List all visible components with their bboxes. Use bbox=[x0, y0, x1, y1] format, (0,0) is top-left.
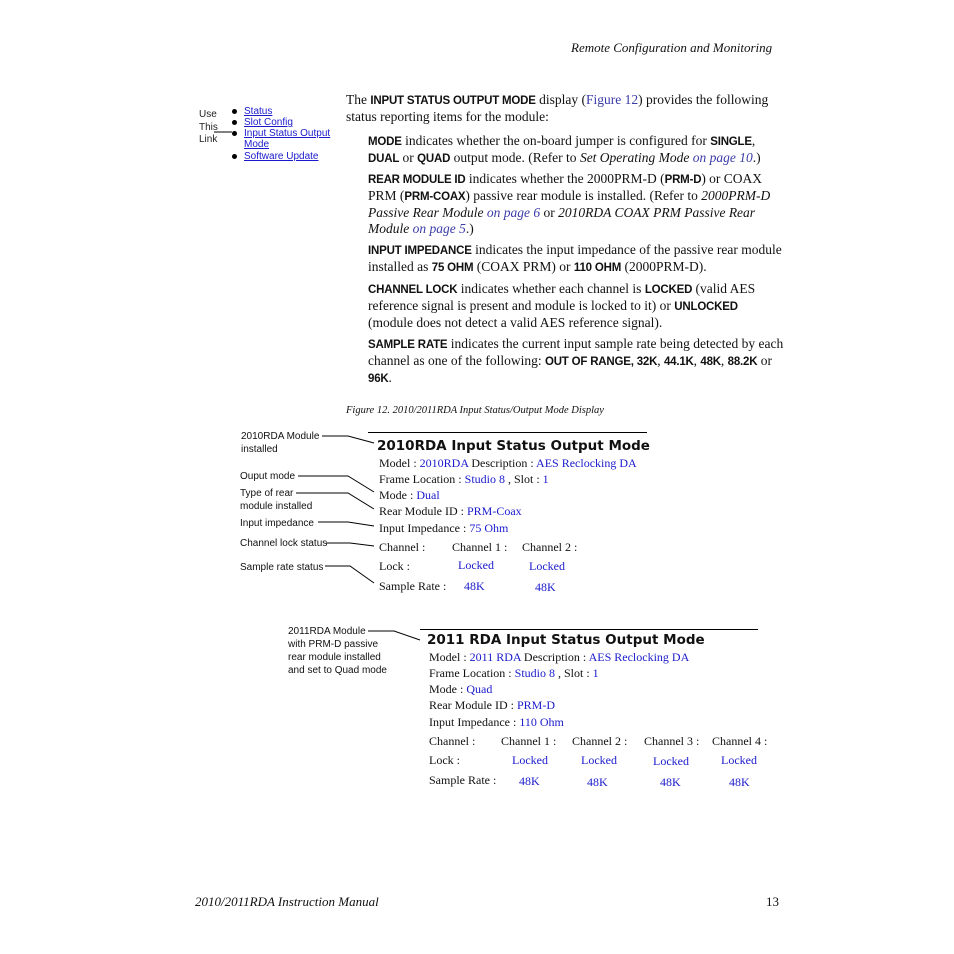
panel-2011-lock-label: Lock : bbox=[429, 753, 460, 767]
panel-2010-channel-2: Channel 2 : bbox=[522, 540, 578, 554]
panel-2011-channel-3: Channel 3 : bbox=[644, 734, 700, 748]
figure-link[interactable]: Figure 12 bbox=[585, 92, 639, 107]
running-header: Remote Configuration and Monitoring bbox=[571, 40, 773, 55]
intro-paragraph: The INPUT STATUS OUTPUT MODE display (Figure 12) provides the following status reporting items for the module: bbox=[346, 92, 769, 124]
use-this-link-label: Use This Link bbox=[199, 109, 218, 145]
panel-2010-frame-row: Frame Location : Studio 8 , Slot : 1 bbox=[379, 472, 549, 486]
page-link[interactable]: on page 10 bbox=[689, 150, 753, 165]
callout-line bbox=[326, 543, 374, 546]
panel-2011-channel-2: Channel 2 : bbox=[572, 734, 628, 748]
callout-sample-rate: Sample rate status bbox=[240, 562, 324, 573]
panel-rule bbox=[368, 432, 647, 433]
panel-2010-lock-label: Lock : bbox=[379, 559, 410, 573]
software-update-link[interactable]: Software Update bbox=[244, 151, 319, 162]
mode-link[interactable]: Mode bbox=[244, 139, 270, 150]
panel-2011-rate-2: 48K bbox=[587, 775, 608, 789]
panel-2011-rate-label: Sample Rate : bbox=[429, 773, 497, 787]
status-link[interactable]: Status bbox=[244, 106, 273, 117]
panel-2010-lock-1: Locked bbox=[458, 558, 494, 572]
panel-2011-channel-4: Channel 4 : bbox=[712, 734, 768, 748]
panel-2011-rate-3: 48K bbox=[660, 775, 681, 789]
panel-2010-lock-2: Locked bbox=[529, 559, 565, 573]
input-status-output-link[interactable]: Input Status Output bbox=[244, 128, 331, 139]
panel-2011-channel-label: Channel : bbox=[429, 734, 476, 748]
panel-2010-channel-1: Channel 1 : bbox=[452, 540, 508, 554]
callout-2011-module: 2011RDA Module with PRM-D passive rear module installed and set to Quad mode bbox=[288, 626, 387, 676]
panel-2010-rate-2: 48K bbox=[535, 580, 556, 594]
panel-2010-impedance-row: Input Impedance : 75 Ohm bbox=[379, 521, 509, 535]
channel-lock-paragraph: CHANNEL LOCK indicates whether each channel is LOCKED (valid AES reference signal is present and module is locked to it) or UNLOCKED (module does not detect a valid AES reference signal). bbox=[368, 281, 756, 330]
callout-output-mode: Ouput mode bbox=[240, 471, 296, 482]
sample-rate-paragraph: SAMPLE RATE indicates the current input sample rate being detected by each channel as one of the following: OUT OF RANGE, 32K, 44.1K, 48K, 88.2K or 96K. bbox=[368, 336, 784, 385]
panel-2010-title: 2010RDA Input Status Output Mode bbox=[377, 438, 650, 454]
panel-2010-channel-label: Channel : bbox=[379, 540, 426, 554]
rear-module-paragraph: REAR MODULE ID indicates whether the 2000PRM-D (PRM-D) or COAX PRM (PRM-COAX) passive rear module is installed. (Refer to 2000PRM-D Passive Rear Module on page 6 or 2010RDA COAX PRM Passive Rear Module on page 5.) bbox=[368, 171, 771, 236]
slot-config-link[interactable]: Slot Config bbox=[244, 117, 293, 128]
panel-2010-rate-1: 48K bbox=[464, 579, 485, 593]
panel-2011-impedance-row: Input Impedance : 110 Ohm bbox=[429, 715, 564, 729]
callout-type-of-rear: Type of rear module installed bbox=[240, 488, 313, 512]
panel-2011-rate-1: 48K bbox=[519, 774, 540, 788]
mode-paragraph: MODE indicates whether the on-board jumper is configured for SINGLE, DUAL or QUAD output mode. (Refer to Set Operating Mode on page 10.) bbox=[368, 133, 761, 165]
page-link[interactable]: on page 5 bbox=[409, 221, 466, 236]
panel-2010-model-row: Model : 2010RDA Description : AES Reclocking DA bbox=[379, 456, 637, 470]
panel-2011-lock-4: Locked bbox=[721, 753, 757, 767]
panel-2010-rear-row: Rear Module ID : PRM-Coax bbox=[379, 504, 522, 518]
callout-line bbox=[325, 566, 374, 583]
footer-manual-title: 2010/2011RDA Instruction Manual bbox=[195, 894, 379, 909]
panel-2010-mode-row: Mode : Dual bbox=[379, 488, 440, 502]
input-impedance-paragraph: INPUT IMPEDANCE indicates the input impedance of the passive rear module installed as 75 OHM (COAX PRM) or 110 OHM (2000PRM-D). bbox=[368, 242, 782, 274]
panel-2011-channel-1: Channel 1 : bbox=[501, 734, 557, 748]
panel-2011-mode-row: Mode : Quad bbox=[429, 682, 493, 696]
callout-line bbox=[322, 436, 374, 443]
panel-2010-rate-label: Sample Rate : bbox=[379, 579, 447, 593]
callout-line bbox=[318, 522, 374, 526]
page-link[interactable]: on page 6 bbox=[483, 205, 541, 220]
panel-rule bbox=[420, 629, 758, 630]
panel-2011-frame-row: Frame Location : Studio 8 , Slot : 1 bbox=[429, 666, 599, 680]
panel-2011-lock-2: Locked bbox=[581, 753, 617, 767]
figure-caption: Figure 12. 2010/2011RDA Input Status/Output Mode Display bbox=[346, 405, 604, 416]
callout-input-impedance: Input impedance bbox=[240, 518, 314, 529]
panel-2011-lock-1: Locked bbox=[512, 753, 548, 767]
panel-2011-title: 2011 RDA Input Status Output Mode bbox=[427, 632, 705, 648]
page-number: 13 bbox=[766, 894, 779, 909]
callout-module-installed: 2010RDA Module installed bbox=[241, 431, 320, 455]
panel-2011-model-row: Model : 2011 RDA Description : AES Reclocking DA bbox=[429, 650, 690, 664]
panel-2011-lock-3: Locked bbox=[653, 754, 689, 768]
callout-channel-lock: Channel lock status bbox=[240, 538, 328, 549]
panel-2011-rate-4: 48K bbox=[729, 775, 750, 789]
panel-2011-rear-row: Rear Module ID : PRM-D bbox=[429, 698, 555, 712]
